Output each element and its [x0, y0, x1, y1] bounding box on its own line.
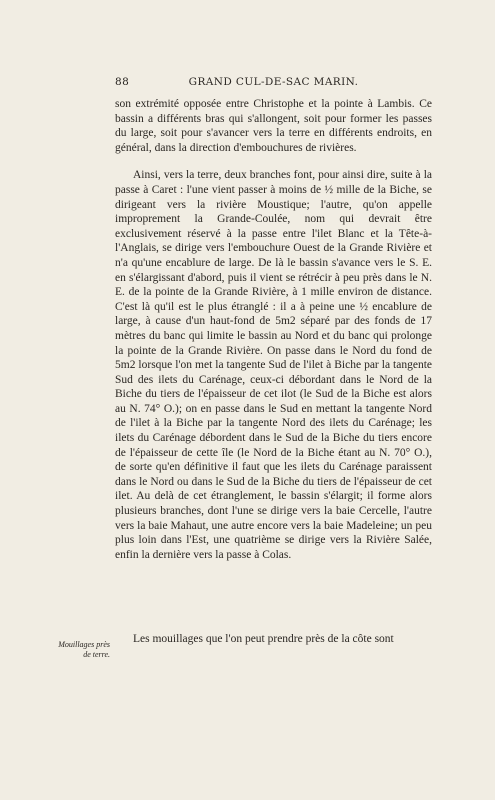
margin-note: Mouillages près de terre. [58, 640, 110, 659]
running-title: GRAND CUL-DE-SAC MARIN. [188, 76, 359, 88]
body-text [115, 97, 432, 562]
paragraph: son extrémité opposée entre Christophe et la pointe à Lambis. Ce bassin a différents bras qui s'allongent, soit pour former les passes du large, soit pour s'avancer vers la terre en différents endroits, en général, dans la direction d'embouchures de rivières. [115, 98, 432, 154]
paragraph-start: Les mouillages que l'on peut prendre près de la côte sont [133, 633, 394, 645]
paragraph: Ainsi, vers la terre, deux branches font, pour ainsi dire, suite à la passe à Caret : l'une vient passer à moins de ½ mille de la Biche, se dirigeant vers la rivière Moustique; l'autre, qu'on appelle improprement la Grande-Coulée, nom qui devrait être exclusivement réservé à la passe entre l'ilet Blanc et la Tête-à-l'Anglais, se dirige vers l'embouchure Ouest de la Grande Rivière et n'a qu'une encablure de large. De là le bassin s'avance vers le S. E. en s'élargissant d'abord, puis il vient se rétrécir à peu près dans le N. E. de la pointe de la Grande Rivière, à 1 mille environ de distance. C'est là qu'il est le plus étranglé : il a à peine une ½ encablure de large, à cause d'un haut-fond de 5m2 séparé par des fonds de 17 mètres du banc qui limite le bassin au Nord et du banc qui prolonge la pointe de la Grande Rivière. On passe dans le Nord du fond de 5m2 lorsque l'on met la tangente Sud de l'ilet à Biche par la tangente Sud des ilets du Carénage, ceux-ci débordant dans le Nord de la Biche du tiers de l'épaisseur de cet ilot (le Sud de la Biche est alors au N. 74° O.); on en passe dans le Sud en mettant la tangente Nord de l'ilet à la Biche par la tangente Nord des ilets du Carénage; les ilets du Carénage débordent dans le Sud de la Biche du tiers encore de l'épaisseur de cette île (le Nord de la Biche étant au N. 70° O.), de sorte qu'en définitive il faut que les ilets du Carénage paraissent dans le Nord ou dans le Sud de la Biche du tiers de l'épaisseur de cet ilet. Au delà de cet étranglement, le bassin s'élargit; il forme alors plusieurs branches, dont l'une se dirige vers la baie Cercelle, l'autre vers la baie Mahaut, une autre encore vers la baie Madeleine; un peu plus loin dans l'Est, une quatrième se dirige vers la Rivière Salée, enfin la dernière vers la passe à Colas. [115, 169, 432, 561]
page-number: 88 [115, 76, 130, 88]
